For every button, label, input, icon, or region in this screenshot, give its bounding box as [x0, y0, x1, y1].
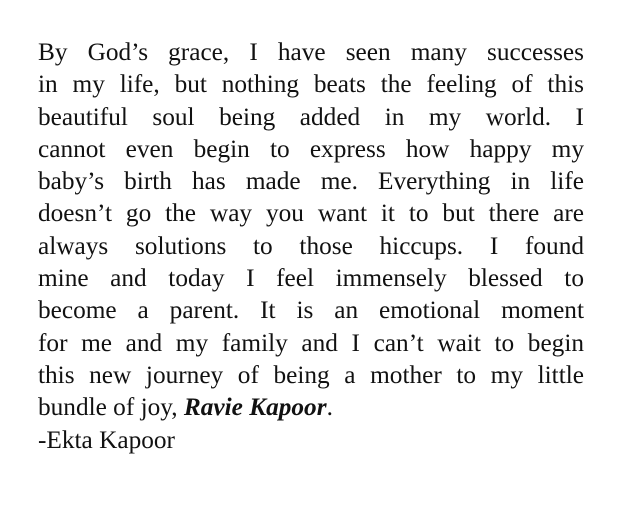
signature: -Ekta Kapoor [38, 425, 175, 454]
statement-line: By God’s grace, I have seen many successes [38, 38, 584, 66]
statement-line: for me and my family and I can’t wait to begin [38, 328, 584, 357]
statement-line: cannot even begin to express how happy my [38, 134, 584, 163]
statement-line: in my life, but nothing beats the feeling of this [38, 70, 584, 99]
last-line-suffix: . [326, 393, 333, 422]
statement-line: doesn’t go the way you want it to but there are [38, 199, 584, 228]
statement-last-line [38, 391, 584, 423]
baby-name: Ravie Kapoor [183, 393, 327, 422]
statement-line: beautiful soul being added in my world. I [38, 102, 584, 131]
statement-text [38, 36, 584, 456]
statement-line: mine and today I feel immensely blessed to [38, 264, 584, 293]
statement-line: this new journey of being a mother to my little [38, 360, 584, 389]
statement-line: become a parent. It is an emotional moment [38, 296, 584, 325]
statement-line: baby’s birth has made me. Everything in life [38, 167, 584, 196]
statement-line: always solutions to those hiccups. I found [38, 231, 584, 260]
last-line-prefix: bundle of joy, [38, 393, 184, 422]
